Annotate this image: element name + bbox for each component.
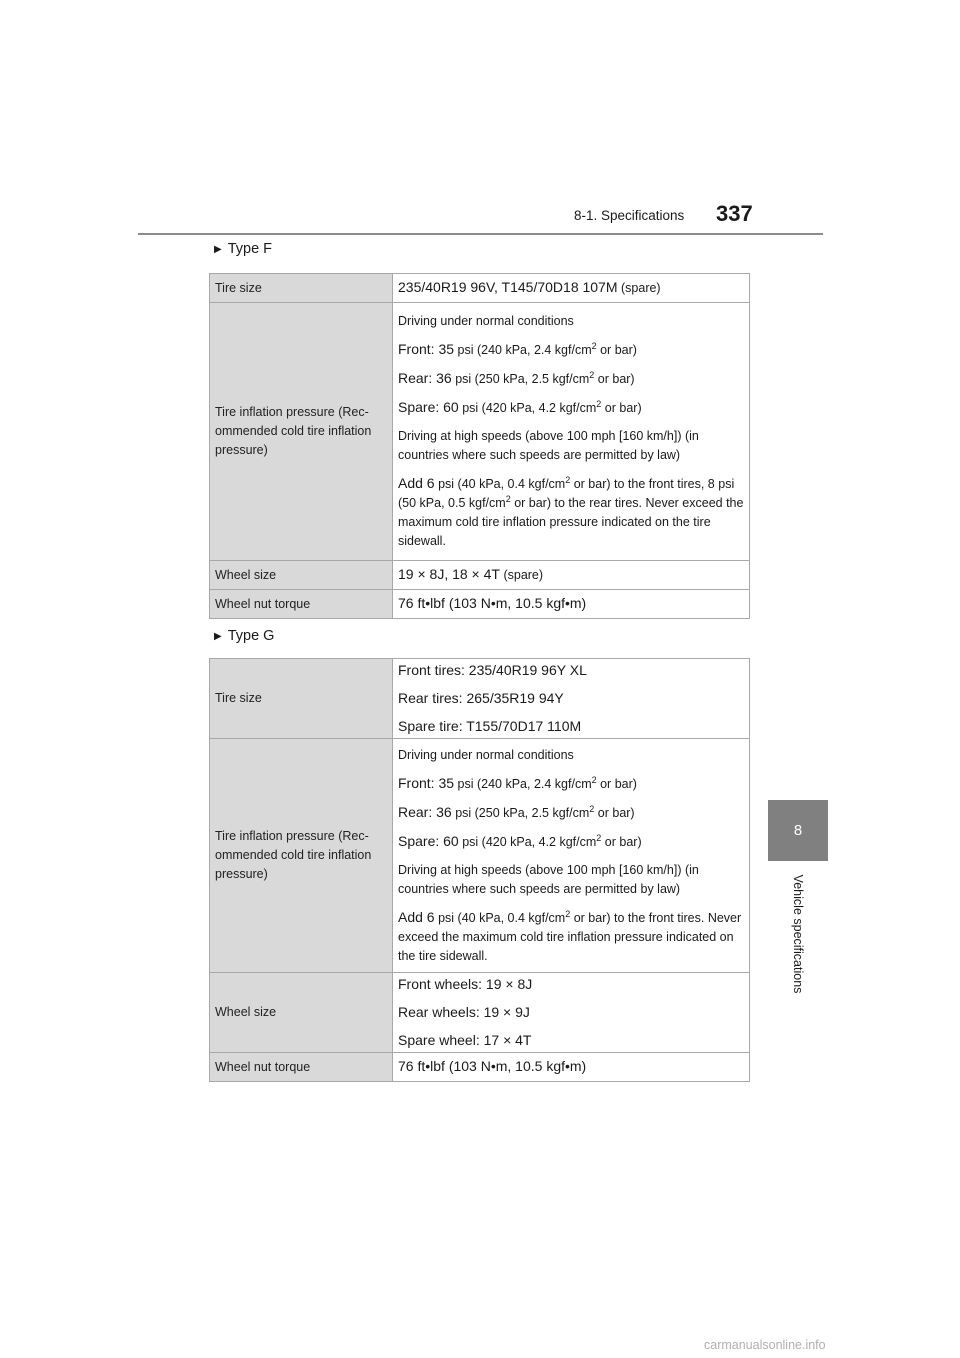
table-row — [210, 303, 750, 561]
superscript: 2 — [565, 474, 571, 485]
type-f-table — [209, 273, 750, 619]
superscript: 2 — [505, 493, 511, 504]
superscript: 2 — [596, 398, 602, 409]
pressure-add — [398, 474, 744, 551]
row-value — [393, 739, 750, 973]
rear-pressure-detail: psi (250 kPa, 2.5 kgf/cm — [455, 372, 590, 386]
pressure-spare — [398, 398, 744, 418]
add-front-text: or bar) to the front tires. — [573, 910, 705, 925]
front-tires: Front tires: 235/40R19 96Y XL — [398, 662, 587, 678]
row-key: Wheel nut torque — [210, 1053, 393, 1082]
row-value — [393, 590, 750, 619]
row-key: Tire inflation pressure (Rec-ommended cold tire inflation pressure) — [210, 303, 393, 561]
row-key: Wheel size — [210, 973, 393, 1053]
pressure-rear — [398, 369, 744, 389]
row-key: Tire inflation pressure (Rec-ommended cold tire inflation pressure) — [210, 739, 393, 973]
row-key: Wheel nut torque — [210, 590, 393, 619]
front-pressure-psi: Front: 35 — [398, 341, 455, 357]
row-value — [393, 274, 750, 303]
wheel-size-value: 19 × 8J, 18 × 4T — [398, 566, 500, 582]
row-value — [393, 659, 750, 739]
type-g-table — [209, 658, 750, 1082]
table-row — [210, 274, 750, 303]
add-front-text: or bar) to the front tires, 8 — [573, 477, 715, 491]
add-detail-front: psi (40 kPa, 0.4 kgf/cm — [438, 477, 566, 491]
row-value — [393, 1053, 750, 1082]
front-wheels: Front wheels: 19 × 8J — [398, 976, 533, 992]
table-row — [210, 590, 750, 619]
table-row — [210, 739, 750, 973]
add-psi: Add 6 — [398, 475, 435, 491]
triangle-bullet-icon: ▶ — [214, 631, 222, 642]
add-rear-text: or bar) to the rear tires. Never exceed the maximum cold tire inflation pressure indicated on the tire sidewall. — [398, 496, 744, 548]
superscript: 2 — [589, 369, 595, 380]
spare-pressure-detail: psi (420 kPa, 4.2 kgf/cm — [462, 401, 597, 415]
front-pressure-psi: Front: 35 — [398, 774, 455, 791]
rear-pressure-unit: or bar) — [597, 805, 635, 820]
chapter-title: Vehicle specifications — [791, 874, 805, 994]
pressure-front — [398, 340, 744, 360]
superscript: 2 — [589, 803, 595, 814]
pressure-intro: Driving under normal conditions — [398, 747, 574, 762]
row-value — [393, 303, 750, 561]
nut-torque-value: 76 ft•lbf (103 N•m, 10.5 kgf•m) — [398, 1058, 587, 1074]
pressure-intro: Driving under normal conditions — [398, 314, 574, 328]
add-detail-rear: psi (50 kPa, 0.5 kgf/cm — [398, 477, 735, 510]
triangle-bullet-icon: ▶ — [214, 244, 222, 255]
superscript: 2 — [591, 774, 597, 785]
rear-tires: Rear tires: 265/35R19 94Y — [398, 690, 564, 706]
pressure-rear — [398, 803, 744, 823]
superscript: 2 — [596, 832, 602, 843]
table-row — [210, 973, 750, 1053]
superscript: 2 — [591, 340, 597, 351]
page-number: 337 — [716, 201, 753, 226]
row-value — [393, 973, 750, 1053]
table-row — [210, 561, 750, 590]
add-psi: Add 6 — [398, 908, 435, 925]
nut-torque-value: 76 ft•lbf (103 N•m, 10.5 kgf•m) — [398, 595, 587, 611]
type-f-label: Type F — [227, 241, 273, 257]
row-key: Wheel size — [210, 561, 393, 590]
spare-note: (spare) — [503, 568, 544, 582]
spare-pressure-unit: or bar) — [604, 401, 642, 415]
spare-tire: Spare tire: T155/70D17 110M — [398, 718, 582, 734]
add-detail-front: psi (40 kPa, 0.4 kgf/cm — [438, 910, 566, 925]
front-pressure-detail: psi (240 kPa, 2.4 kgf/cm — [457, 343, 592, 357]
front-pressure-unit: or bar) — [600, 343, 637, 357]
table-row — [210, 1053, 750, 1082]
spare-wheel: Spare wheel: 17 × 4T — [398, 1032, 532, 1048]
row-value — [393, 561, 750, 590]
header-divider — [138, 233, 823, 235]
spare-note: (spare) — [621, 281, 661, 295]
rear-pressure-psi: Rear: 36 — [398, 803, 452, 820]
row-key: Tire size — [210, 274, 393, 303]
spare-pressure-unit: or bar) — [604, 834, 642, 849]
type-f-heading — [214, 241, 272, 257]
spare-pressure-psi: Spare: 60 — [398, 832, 459, 849]
rear-wheels: Rear wheels: 19 × 9J — [398, 1004, 530, 1020]
front-pressure-detail: psi (240 kPa, 2.4 kgf/cm — [457, 776, 592, 791]
pressure-highspeed: Driving at high speeds (above 100 mph [160 km/h]) (in countries where such speeds are permitted by law) — [398, 429, 699, 462]
tire-size-value: 235/40R19 96V, T145/70D18 107M — [398, 279, 618, 295]
pressure-front — [398, 774, 744, 794]
add-never-exceed: Never exceed the maximum cold tire inflation pressure indicated on the tire sidewall. — [398, 910, 742, 963]
pressure-add — [398, 908, 744, 966]
section-title: 8-1. Specifications — [574, 208, 685, 223]
table-row — [210, 659, 750, 739]
rear-pressure-unit: or bar) — [597, 372, 635, 386]
type-g-heading — [214, 628, 274, 644]
superscript: 2 — [565, 908, 571, 919]
spare-pressure-detail: psi (420 kPa, 4.2 kgf/cm — [462, 834, 597, 849]
spare-pressure-psi: Spare: 60 — [398, 399, 459, 415]
pressure-highspeed: Driving at high speeds (above 100 mph [160 km/h]) (in countries where such speeds are permitted by law) — [398, 862, 699, 896]
rear-pressure-psi: Rear: 36 — [398, 370, 452, 386]
chapter-tab: 8 — [768, 800, 828, 861]
row-key: Tire size — [210, 659, 393, 739]
type-g-label: Type G — [227, 628, 275, 644]
watermark: carmanualsonline.info — [704, 1338, 826, 1352]
pressure-spare — [398, 832, 744, 852]
front-pressure-unit: or bar) — [600, 776, 637, 791]
rear-pressure-detail: psi (250 kPa, 2.5 kgf/cm — [455, 805, 590, 820]
